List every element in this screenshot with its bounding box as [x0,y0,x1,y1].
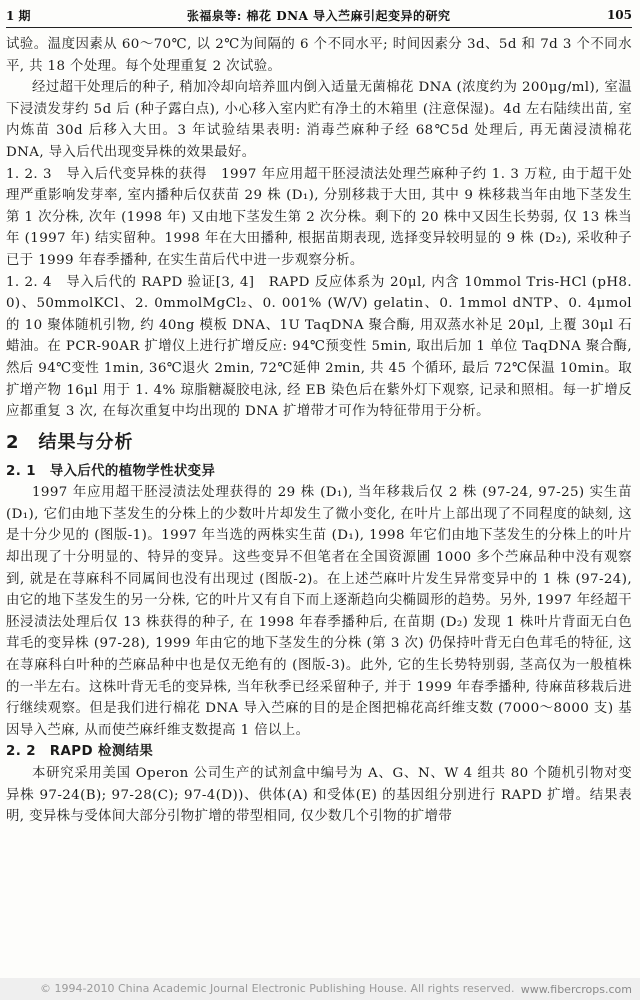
paragraph-3 [6,164,632,272]
subsection-heading-1-2-3: 1. 2. 3 导入后代变异株的获得 [6,166,208,182]
paragraph-4 [6,272,632,423]
article-body [6,34,632,828]
page-number: 105 [606,8,632,22]
subsection-heading-2-2: 2. 2 RAPD 检测结果 [6,744,154,760]
copyright-footer: © 1994-2010 China Academic Journal Electronic Publishing House. All rights reserved. [0,978,640,1000]
paragraph-5: 1997 年应用超干胚浸渍法处理获得的 29 株 (D₁), 当年移栽后仅 2 株 (97-24, 97-25) 实生苗 (D₁), 它们由地下茎发生的分株上的少数叶片却发生了微小变化, 在叶片上部出现了不同程度的缺刻, 这是十分少见的 (图版-1)。1997 年当选的两株实生苗 (D₁), 1998 年它们由地下茎发生的分株上的叶片却出现了十分明显的、特异的变异。这些变异不但笔者在全国资源圃 1000 多个苎麻品种中没有观察到, 就是在荨麻科不同属间也没有出现过 (图版-2)。在上述苎麻叶片发生异常变异中的 1 株 (97-24), 由它的地下茎发生的另一分株, 它的叶片又有自下而上逐渐趋向尖椭圆形的趋势。另外, 1997 年经超干胚浸渍法处理后仅 13 株获得的种子, 在 1998 年春季播种后, 在苗期 (D₂) 发现 1 株叶片背面无白色茸毛的变异株 (97-28), 1999 年由它的地下茎发生的分株 (第 3 次) 仍保持叶背无白色茸毛的特征, 这在荨麻科白叶种的苎麻品种中也是仅无绝有的 (图版-3)。此外, 它的生长势特别弱, 茎高仅为一般植株的一半左右。这株叶背无毛的变异株, 当年秋季已经采留种子, 并于 1999 年春季播种, 待麻苗移栽后进行继续观察。但是我们进行棉花 DNA 导入苎麻的目的是企图把棉花高纤维支数 (7000～8000 支) 基因导入苎麻, 从而使苎麻纤维支数提高 1 倍以上。 [6,485,632,738]
subsection-heading-2-1: 2. 1 导入后代的植物学性状变异 [6,463,216,479]
paragraph-6: 本研究采用美国 Operon 公司生产的试剂盒中编号为 A、G、N、W 4 组共 80 个随机引物对变异株 97-24(B); 97-28(C); 97-4(D))、供体(A) 和受体(E) 的基因组分别进行 RAPD 扩增。结果表明, 变异株与受体间大部分引物扩增的带型相同, 仅少数几个引物的扩增带 [6,766,632,825]
paragraph-1: 试验。温度因素从 60～70℃, 以 2℃为间隔的 6 个不同水平; 时间因素分 3d、5d 和 7d 3 个不同水平, 共 18 个处理。每个处理重复 2 次试验。 [6,37,632,74]
issue-number: 1 期 [6,8,31,23]
paragraph-3-text: 1997 年应用超干胚浸渍法处理苎麻种子约 1. 3 万粒, 由于超干处理严重影响发芽率, 室内播种后仅获苗 29 株 (D₁), 分别移栽于大田, 其中 9 株移栽当年由地下茎发生第 1 次分株, 次年 (1998 年) 又由地下茎发生第 2 次分株。剩下的 20 株中又因生长势弱, 仅 13 株当年 (1997 年) 结实留种。1998 年在大田播种, 根据苗期表现, 选择变异较明显的 9 株 (D₂), 采收种子已于 1999 年春季播种, 在实生苗后代中进一步观察分析。 [6,166,632,268]
header-rule [6,27,632,28]
running-title: 张福泉等: 棉花 DNA 导入苎麻引起变异的研究 [186,8,451,23]
site-watermark: www.fibercrops.com [520,983,632,996]
section-heading-2: 2 结果与分析 [6,431,134,453]
paragraph-4-text: RAPD 反应体系为 20μl, 内含 10mmol Tris-HCl (pH8. 0)、50mmolKCl、2. 0mmolMgCl₂、0. 001% (W/V) gelatin、0. 1mmol dNTP、0. 4μmol 的 10 聚体随机引物, 约 40ng 模板 DNA、1U TaqDNA 聚合酶, 用双蒸水补足 20μl, 上覆 30μl 石蜡油。在 PCR-90AR 扩增仪上进行扩增反应: 94℃预变性 5min, 取出后加 1 单位 TaqDNA 聚合酶, 然后 94℃变性 1min, 36℃退火 2min, 72℃延伸 2min, 共 45 个循环, 最后 72℃保温 10min。取扩增产物 16μl 用于 1. 4% 琼脂糖凝胶电泳, 经 EB 染色后在紫外灯下观察, 记录和照相。每一扩增反应都重复 3 次, 在每次重复中均出现的 DNA 扩增带才可作为特征带用于分析。 [6,274,632,420]
subsection-heading-1-2-4: 1. 2. 4 导入后代的 RAPD 验证[3, 4] [6,274,255,290]
paragraph-2: 经过超干处理后的种子, 稍加冷却向培养皿内倒入适量无菌棉花 DNA (浓度约为 200μg/ml), 室温下浸渍发芽约 5d 后 (种子露白点), 小心移入室内贮有净土的木箱里 (注意保湿)。4d 左右陆续出苗, 室内炼苗 30d 后移入大田。3 年试验结果表明: 消毒苎麻种子经 68℃5d 处理后, 再无菌浸渍棉花 DNA, 导入后代出现变异株的效果最好。 [6,80,632,160]
running-header [6,4,632,26]
